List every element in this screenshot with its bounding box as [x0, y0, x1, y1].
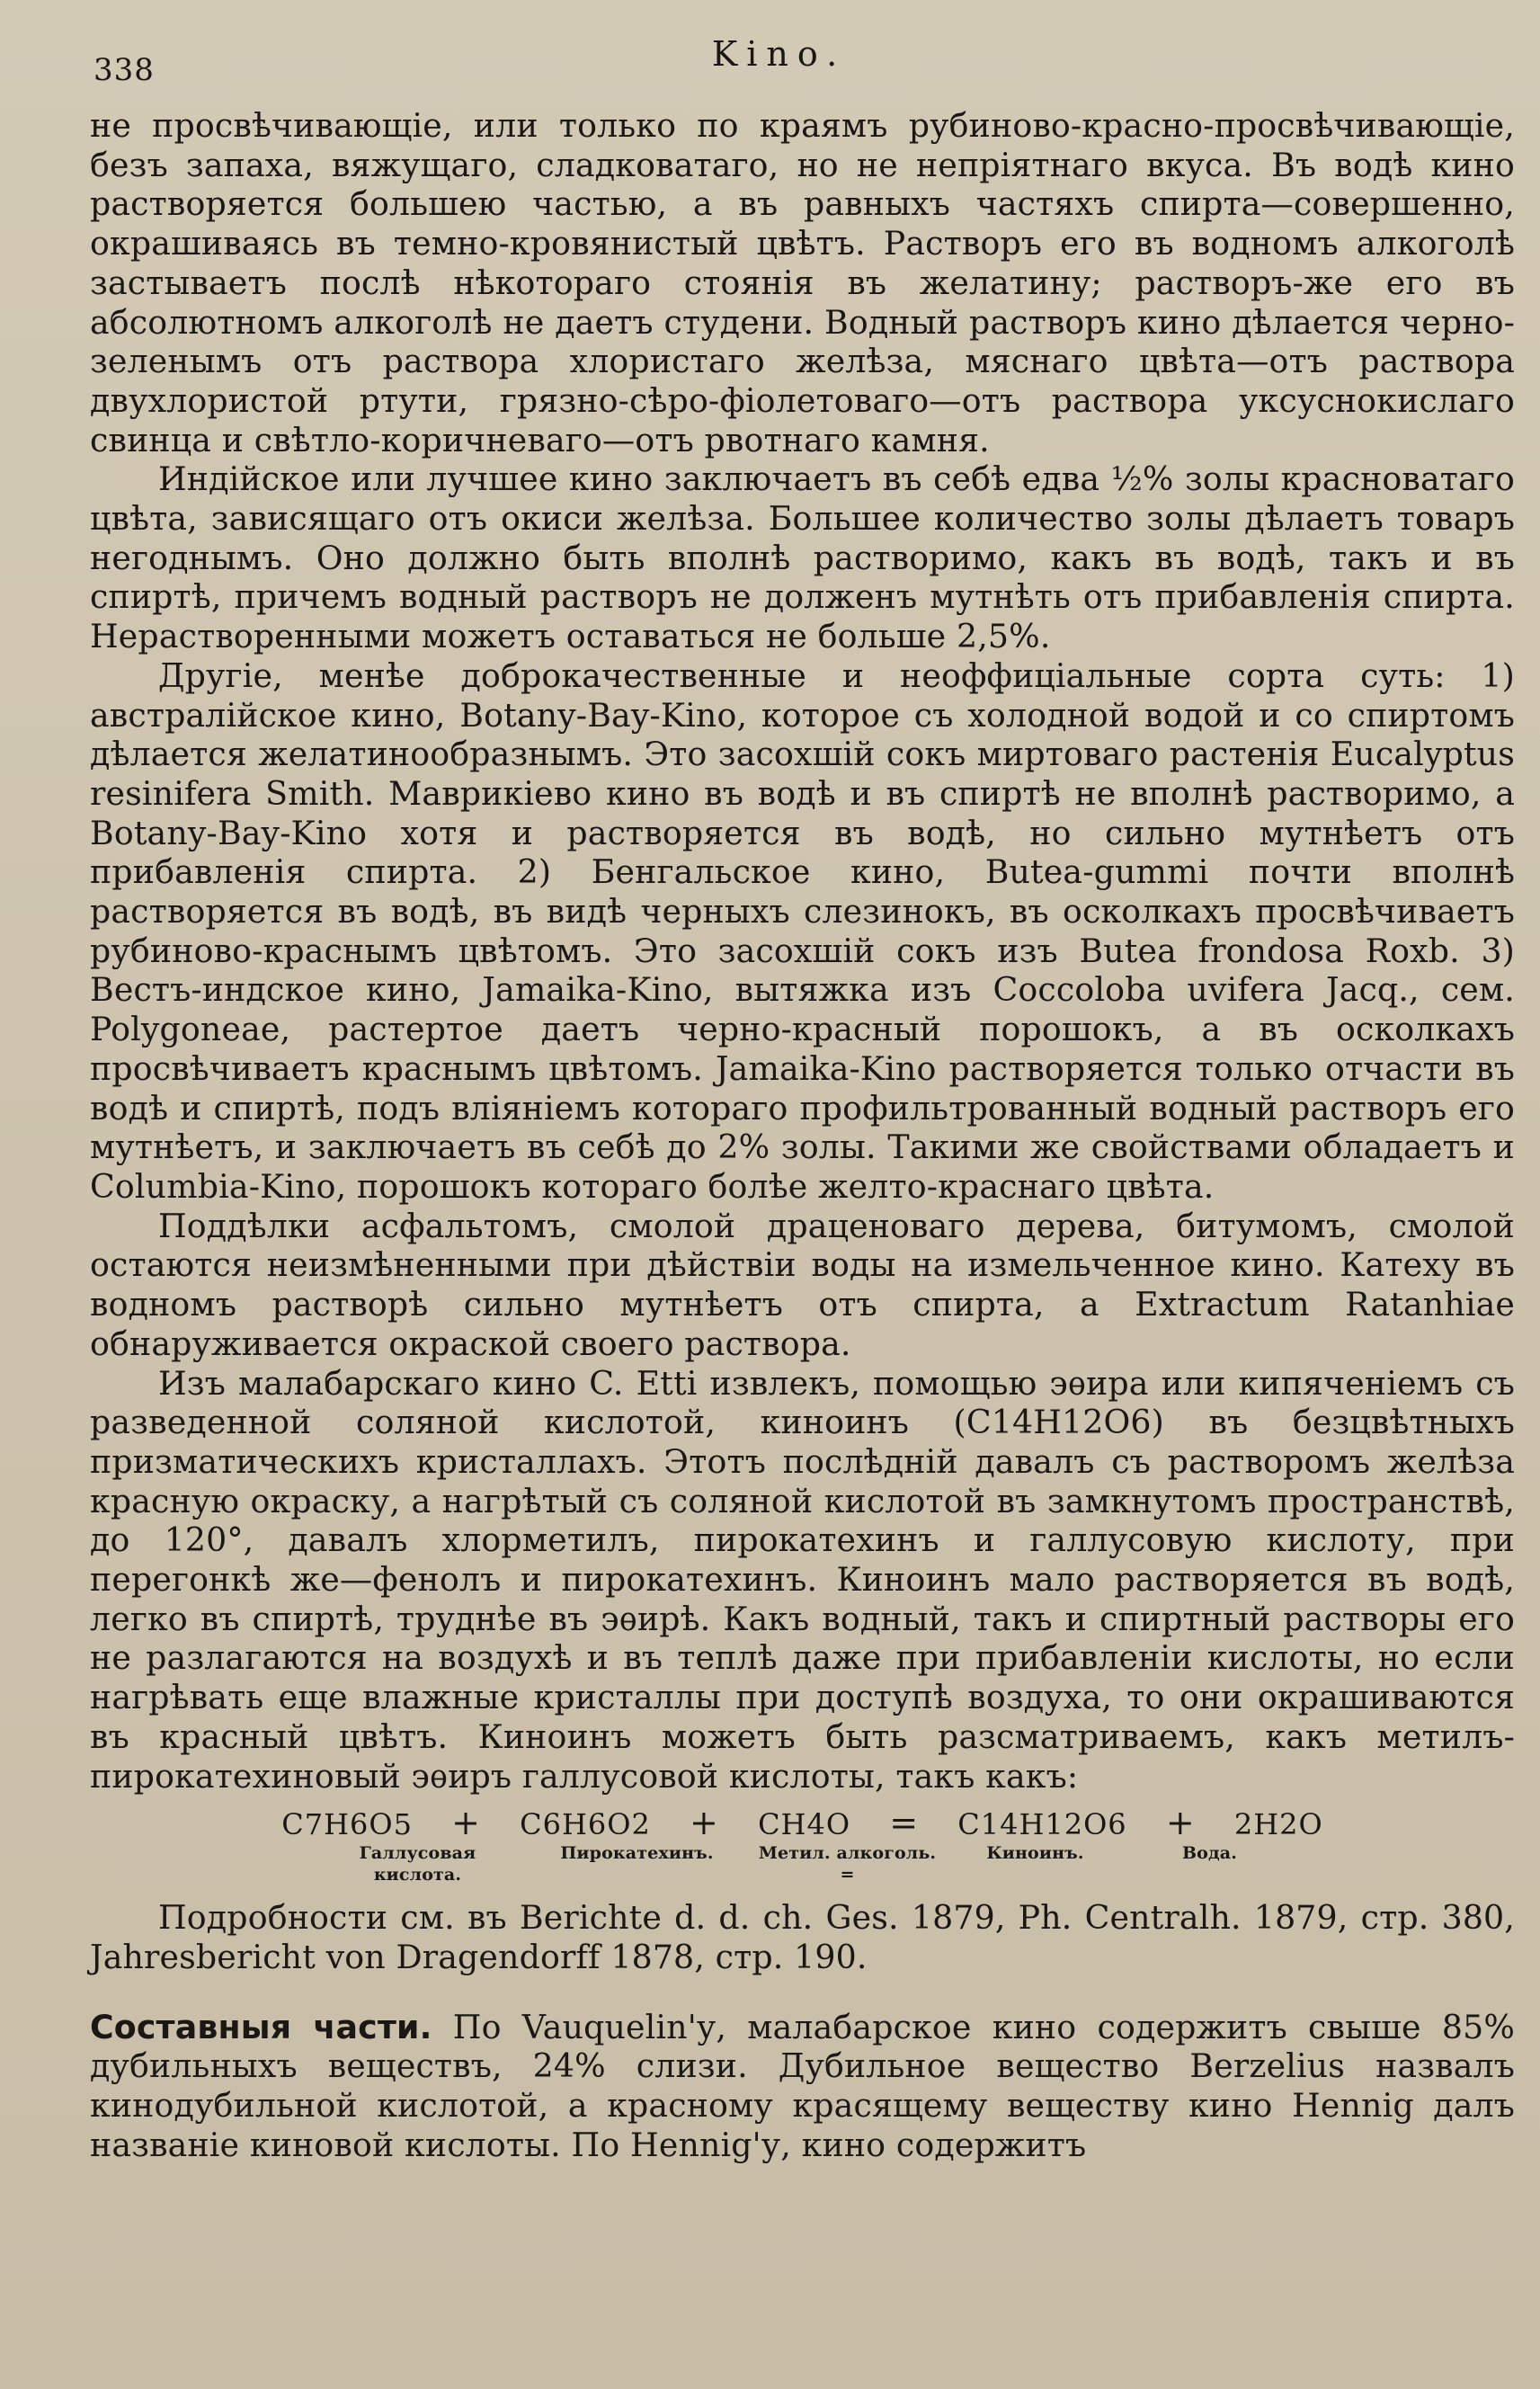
formula-caption: Пирокатехинъ. — [560, 1843, 714, 1864]
paragraph-2: Индійское или лучшее кино заключаетъ въ себѣ едва ½% золы красноватаго цвѣта, зависящаго отъ окиси желѣза. Большее количество золы дѣлаетъ товаръ негоднымъ. Оно должно быть вполнѣ растворимо, какъ въ водѣ, такъ и въ спиртѣ, причемъ водный растворъ не долженъ мутнѣть отъ прибавленія спирта. Нерастворенными можетъ оставаться не больше 2,5%. — [90, 459, 1515, 656]
paragraph-3: Другіе, менѣе доброкачественные и неоффиціальные сорта суть: 1) австралійское кино, Botany-Bay-Kino, которое съ холодной водой и со спиртомъ дѣлается желатинообразнымъ. Это засохшій сокъ миртоваго растенія Eucalyptus resinifera Smith. Маврикіево кино въ водѣ и въ спиртѣ не вполнѣ растворимо, а Botany-Bay-Kino хотя и растворяется въ водѣ, но сильно мутнѣетъ отъ прибавленія спирта. 2) Бенгальское кино, Butea-gummi почти вполнѣ растворяется въ водѣ, въ видѣ черныхъ слезинокъ, въ осколкахъ просвѣчиваетъ рубиново-краснымъ цвѣтомъ. Это засохшій сокъ изъ Butea frondosa Roxb. 3) Вестъ-индское кино, Jamaika-Kino, вытяжка изъ Coccoloba uvifera Jacq., сем. Polygoneae, растертое даетъ черно-красный порошокъ, а въ осколкахъ просвѣчиваетъ краснымъ цвѣтомъ. Jamaika-Kino растворяется только отчасти въ водѣ и спиртѣ, подъ вліяніемъ котораго профильтрованный водный растворъ его мутнѣетъ, и заключаетъ въ себѣ до 2% золы. Такими же свойствами обладаетъ и Columbia-Kino, порошокъ котораго болѣе желто-краснаго цвѣта. — [90, 655, 1515, 1206]
formula-caption: Вода. — [1181, 1843, 1238, 1864]
formula-term: C14H12O6 — [957, 1807, 1127, 1842]
references: Подробности см. въ Berichte d. d. ch. Ges. 1879, Ph. Centralh. 1879, стр. 380, Jahresbericht von Dragendorff 1878, стр. 190. — [90, 1898, 1515, 1976]
formula-captions — [90, 1842, 1515, 1885]
body-text — [90, 106, 1515, 2164]
formula-caption: Киноинъ. — [986, 1843, 1084, 1864]
chemical-equation — [90, 1805, 1515, 1842]
running-head — [90, 25, 1468, 88]
section-text: По Vauquelin'у, малабарское кино содержитъ свыше 85% дубильныхъ веществъ, 24% слизи. Дубильное вещество Berzelius назвалъ кинодубильной кислотой, а красному красящему веществу кино Hennig далъ названіе киновой кислоты. По Hennig'у, кино содержитъ — [90, 2007, 1515, 2164]
formula-caption: Галлусовая кислота. — [359, 1843, 476, 1885]
formula-operator: + — [1165, 1803, 1196, 1843]
running-title: Kino. — [711, 34, 847, 74]
formula-operator: + — [690, 1803, 719, 1843]
formula-operator: + — [451, 1803, 481, 1843]
formula-caption: Метил. алкоголь. = — [758, 1843, 937, 1885]
section-gap — [90, 1977, 1515, 2008]
paragraph-1: не просвѣчивающіе, или только по краямъ рубиново-красно-просвѣчивающіе, безъ запаха, вяжущаго, сладковатаго, но не непріятнаго вкуса. Въ водѣ кино растворяется большею частью, а въ равныхъ частяхъ спирта—совершенно, окрашиваясь въ темно-кровянистый цвѣтъ. Растворъ его въ водномъ алкоголѣ застываетъ послѣ нѣкотораго стоянія въ желатину; растворъ-же его въ абсолютномъ алкоголѣ не даетъ студени. Водный растворъ кино дѣлается черно-зеленымъ отъ раствора хлористаго желѣза, мяснаго цвѣта—отъ раствора двухлористой ртути, грязно-сѣро-фіолетоваго—отъ раствора уксуснокислаго свинца и свѣтло-коричневаго—отъ рвотнаго камня. — [90, 106, 1515, 459]
paragraph-5: Изъ малабарскаго кино C. Etti извлекъ, помощью эѳира или кипяченіемъ съ разведенной соляной кислотой, киноинъ (C14H12O6) въ безцвѣтныхъ призматическихъ кристаллахъ. Этотъ послѣдній давалъ съ растворомъ желѣза красную окраску, а нагрѣтый съ соляной кислотой въ замкнутомъ пространствѣ, до 120°, давалъ хлорметилъ, пирокатехинъ и галлусовую кислоту, при перегонкѣ же—фенолъ и пирокатехинъ. Киноинъ мало растворяется въ водѣ, легко въ спиртѣ, труднѣе въ эѳирѣ. Какъ водный, такъ и спиртный растворы его не разлагаются на воздухѣ и въ теплѣ даже при прибавленіи кислоты, но если нагрѣвать еще влажные кристаллы при доступѣ воздуха, то они окрашиваются въ красный цвѣтъ. Киноинъ можетъ быть разсматриваемъ, какъ метилъ-пирокатехиновый эѳиръ галлусовой кислоты, такъ какъ: — [90, 1363, 1515, 1796]
formula-term: 2H2O — [1233, 1807, 1323, 1842]
formula-term: CH4O — [758, 1807, 851, 1842]
formula-operator: = — [889, 1803, 920, 1843]
paragraph-4: Поддѣлки асфальтомъ, смолой драценоваго дерева, битумомъ, смолой остаются неизмѣненными при дѣйствіи воды на измельченное кино. Катеху въ водномъ растворѣ сильно мутнѣетъ отъ спирта, а Extractum Ratanhiae обнаруживается окраской своего раствора. — [90, 1206, 1515, 1363]
section-heading: Составныя части. — [90, 2007, 432, 2046]
formula-term: C7H6O5 — [281, 1807, 413, 1842]
page-number: 338 — [93, 52, 155, 88]
formula-term: C6H6O2 — [520, 1807, 651, 1842]
section-paragraph — [90, 2008, 1515, 2165]
